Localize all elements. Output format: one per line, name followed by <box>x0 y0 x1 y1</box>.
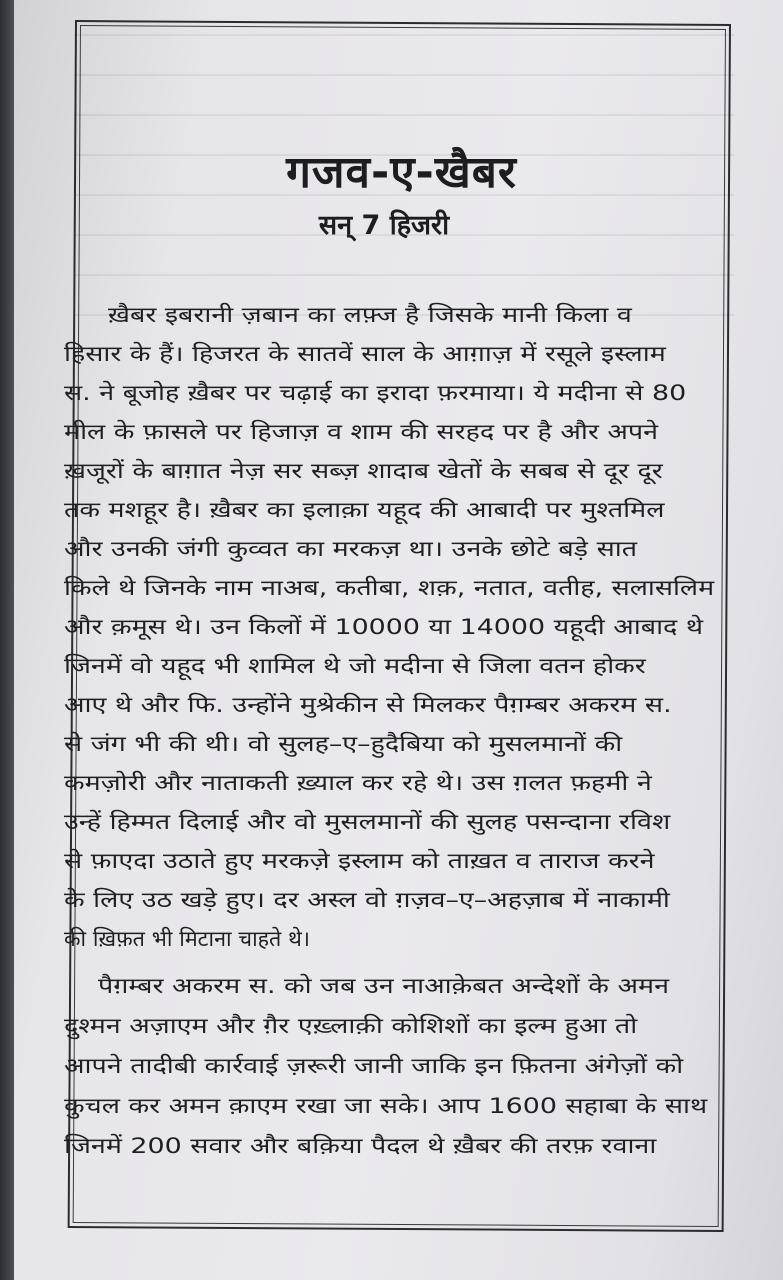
book-page <box>14 0 783 1280</box>
text-line: के लिए उठ खड़े हुए। दर अस्ल वो ग़ज़व–ए–अहज़ाब में नाकामी <box>64 888 670 913</box>
text-line: किले थे जिनके नाम नाअब, कतीबा, शक़, नतात, वतीह, सलासलिम <box>64 576 715 601</box>
text-line: ख़ैबर इबरानी ज़बान का लफ़्ज है जिसके मानी किला व <box>108 303 632 328</box>
chapter-subtitle: सन् 7 हिजरी <box>318 210 450 241</box>
text-line: और उनकी जंगी कुव्वत का मरकज़ था। उनके छोटे बड़े सात <box>64 537 638 562</box>
text-line: जिनमें वो यहूद भी शामिल थे जो मदीना से जिला वतन होकर <box>64 654 646 679</box>
text-line: ख़जूरों के बाग़ात नेज़ सर सब्ज़ शादाब खेतों के सबब से दूर दूर <box>64 459 663 484</box>
text-line: और क़मूस थे। उन किलों में 10000 या 14000 यहूदी आबाद थे <box>64 615 704 640</box>
text-line: दुश्मन अज़ाएम और ग़ैर एख़्लाक़ी कोशिशों का इल्म हुआ तो <box>64 1014 638 1039</box>
text-line: हिसार के हैं। हिजरत के सातवें साल के आग़ाज़ में रसूले इस्लाम <box>64 342 666 367</box>
text-line: स. ने बूजोह ख़ैबर पर चढ़ाई का इरादा फ़रमाया। ये मदीना से 80 <box>64 381 687 406</box>
text-line: से फ़ाएदा उठाते हुए मरकज़े इस्लाम को ताख़त व ताराज करने <box>64 849 655 874</box>
chapter-title: गजव-ए-खैबर <box>286 147 517 198</box>
text-line: पैग़म्बर अकरम स. को जब उन नाआक़ेबत अन्देशों के अमन <box>98 974 669 999</box>
text-line: मील के फ़ासले पर हिजाज़ व शाम की सरहद पर है और अपने <box>64 420 659 445</box>
text-line: कुचल कर अमन क़ाएम रखा जा सके। आप 1600 सहाबा के साथ <box>64 1094 708 1119</box>
text-line: की ख़िफ़त भी मिटाना चाहते थे। <box>64 927 311 952</box>
text-line: जिनमें 200 सवार और बक़िया पैदल थे ख़ैबर की तरफ़ रवाना <box>64 1134 657 1159</box>
text-line: कमज़ोरी और नाताकती ख़्याल कर रहे थे। उस ग़लत फ़हमी ने <box>64 771 652 796</box>
text-line: उन्हें हिम्मत दिलाई और वो मुसलमानों की सुलह पसन्दाना रविश <box>64 810 671 835</box>
text-line: आए थे और फि. उन्होंने मुश्रेकीन से मिलकर पैग़म्बर अकरम स. <box>64 693 672 718</box>
text-line: आपने तादीबी कार्रवाई ज़रूरी जानी जाकि इन फ़ितना अंगेज़ों को <box>64 1054 684 1079</box>
text-line: से जंग भी की थी। वो सुलह–ए–हुदैबिया को मुसलमानों की <box>64 732 623 757</box>
text-line: तक मशहूर है। ख़ैबर का इलाक़ा यहूद की आबादी पर मुश्तमिल <box>64 498 665 523</box>
